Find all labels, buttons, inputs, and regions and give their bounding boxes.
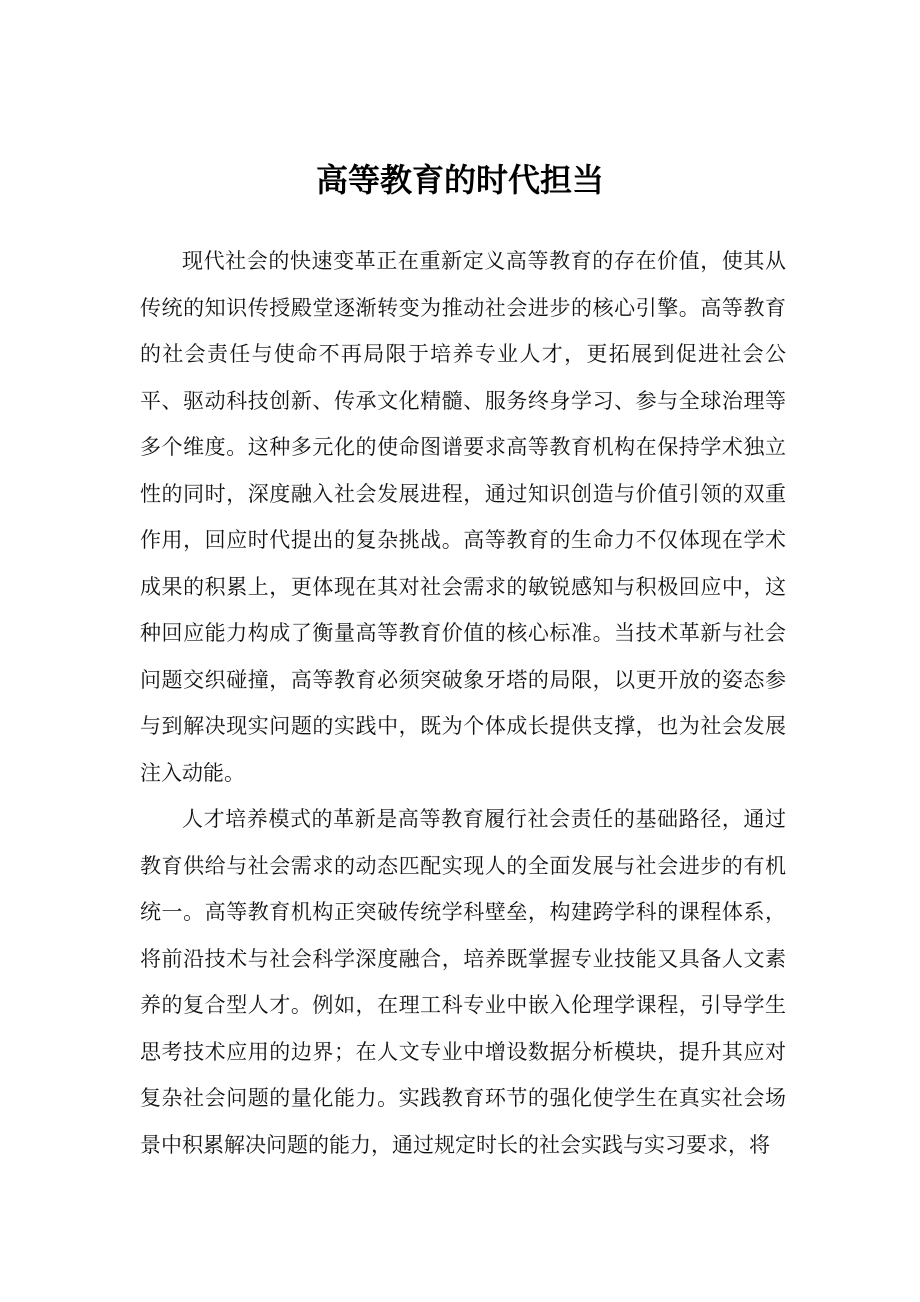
paragraph-2: 人才培养模式的革新是高等教育履行社会责任的基础路径，通过教育供给与社会需求的动态匹配实现人的全面发展与社会进步的有机统一。高等教育机构正突破传统学科壁垒，构建跨学科的课程体系，将前沿技术与社会科学深度融合，培养既掌握专业技能又具备人文素养的复合型人才。例如，在理工科专业中嵌入伦理学课程，引导学生思考技术应用的边界；在人文专业中增设数据分析模块，提升其应对复杂社会问题的量化能力。实践教育环节的强化使学生在真实社会场景中积累解决问题的能力，通过规定时长的社会实践与实习要求，将 [140, 807, 786, 1157]
paragraph-1: 现代社会的快速变革正在重新定义高等教育的存在价值，使其从传统的知识传授殿堂逐渐转变为推动社会进步的核心引擎。高等教育的社会责任与使命不再局限于培养专业人才，更拓展到促进社会公平、驱动科技创新、传承文化精髓、服务终身学习、参与全球治理等多个维度。这种多元化的使命图谱要求高等教育机构在保持学术独立性的同时，深度融入社会发展进程，通过知识创造与价值引领的双重作用，回应时代提出的复杂挑战。高等教育的生命力不仅体现在学术成果的积累上，更体现在其对社会需求的敏锐感知与积极回应中，这种回应能力构成了衡量高等教育价值的核心标准。当技术革新与社会问题交织碰撞，高等教育必须突破象牙塔的局限，以更开放的姿态参与到解决现实问题的实践中，既为个体成长提供支撑，也为社会发展注入动能。 [140, 249, 786, 785]
document-title: 高等教育的时代担当 [315, 161, 604, 199]
document-body [140, 238, 786, 1168]
